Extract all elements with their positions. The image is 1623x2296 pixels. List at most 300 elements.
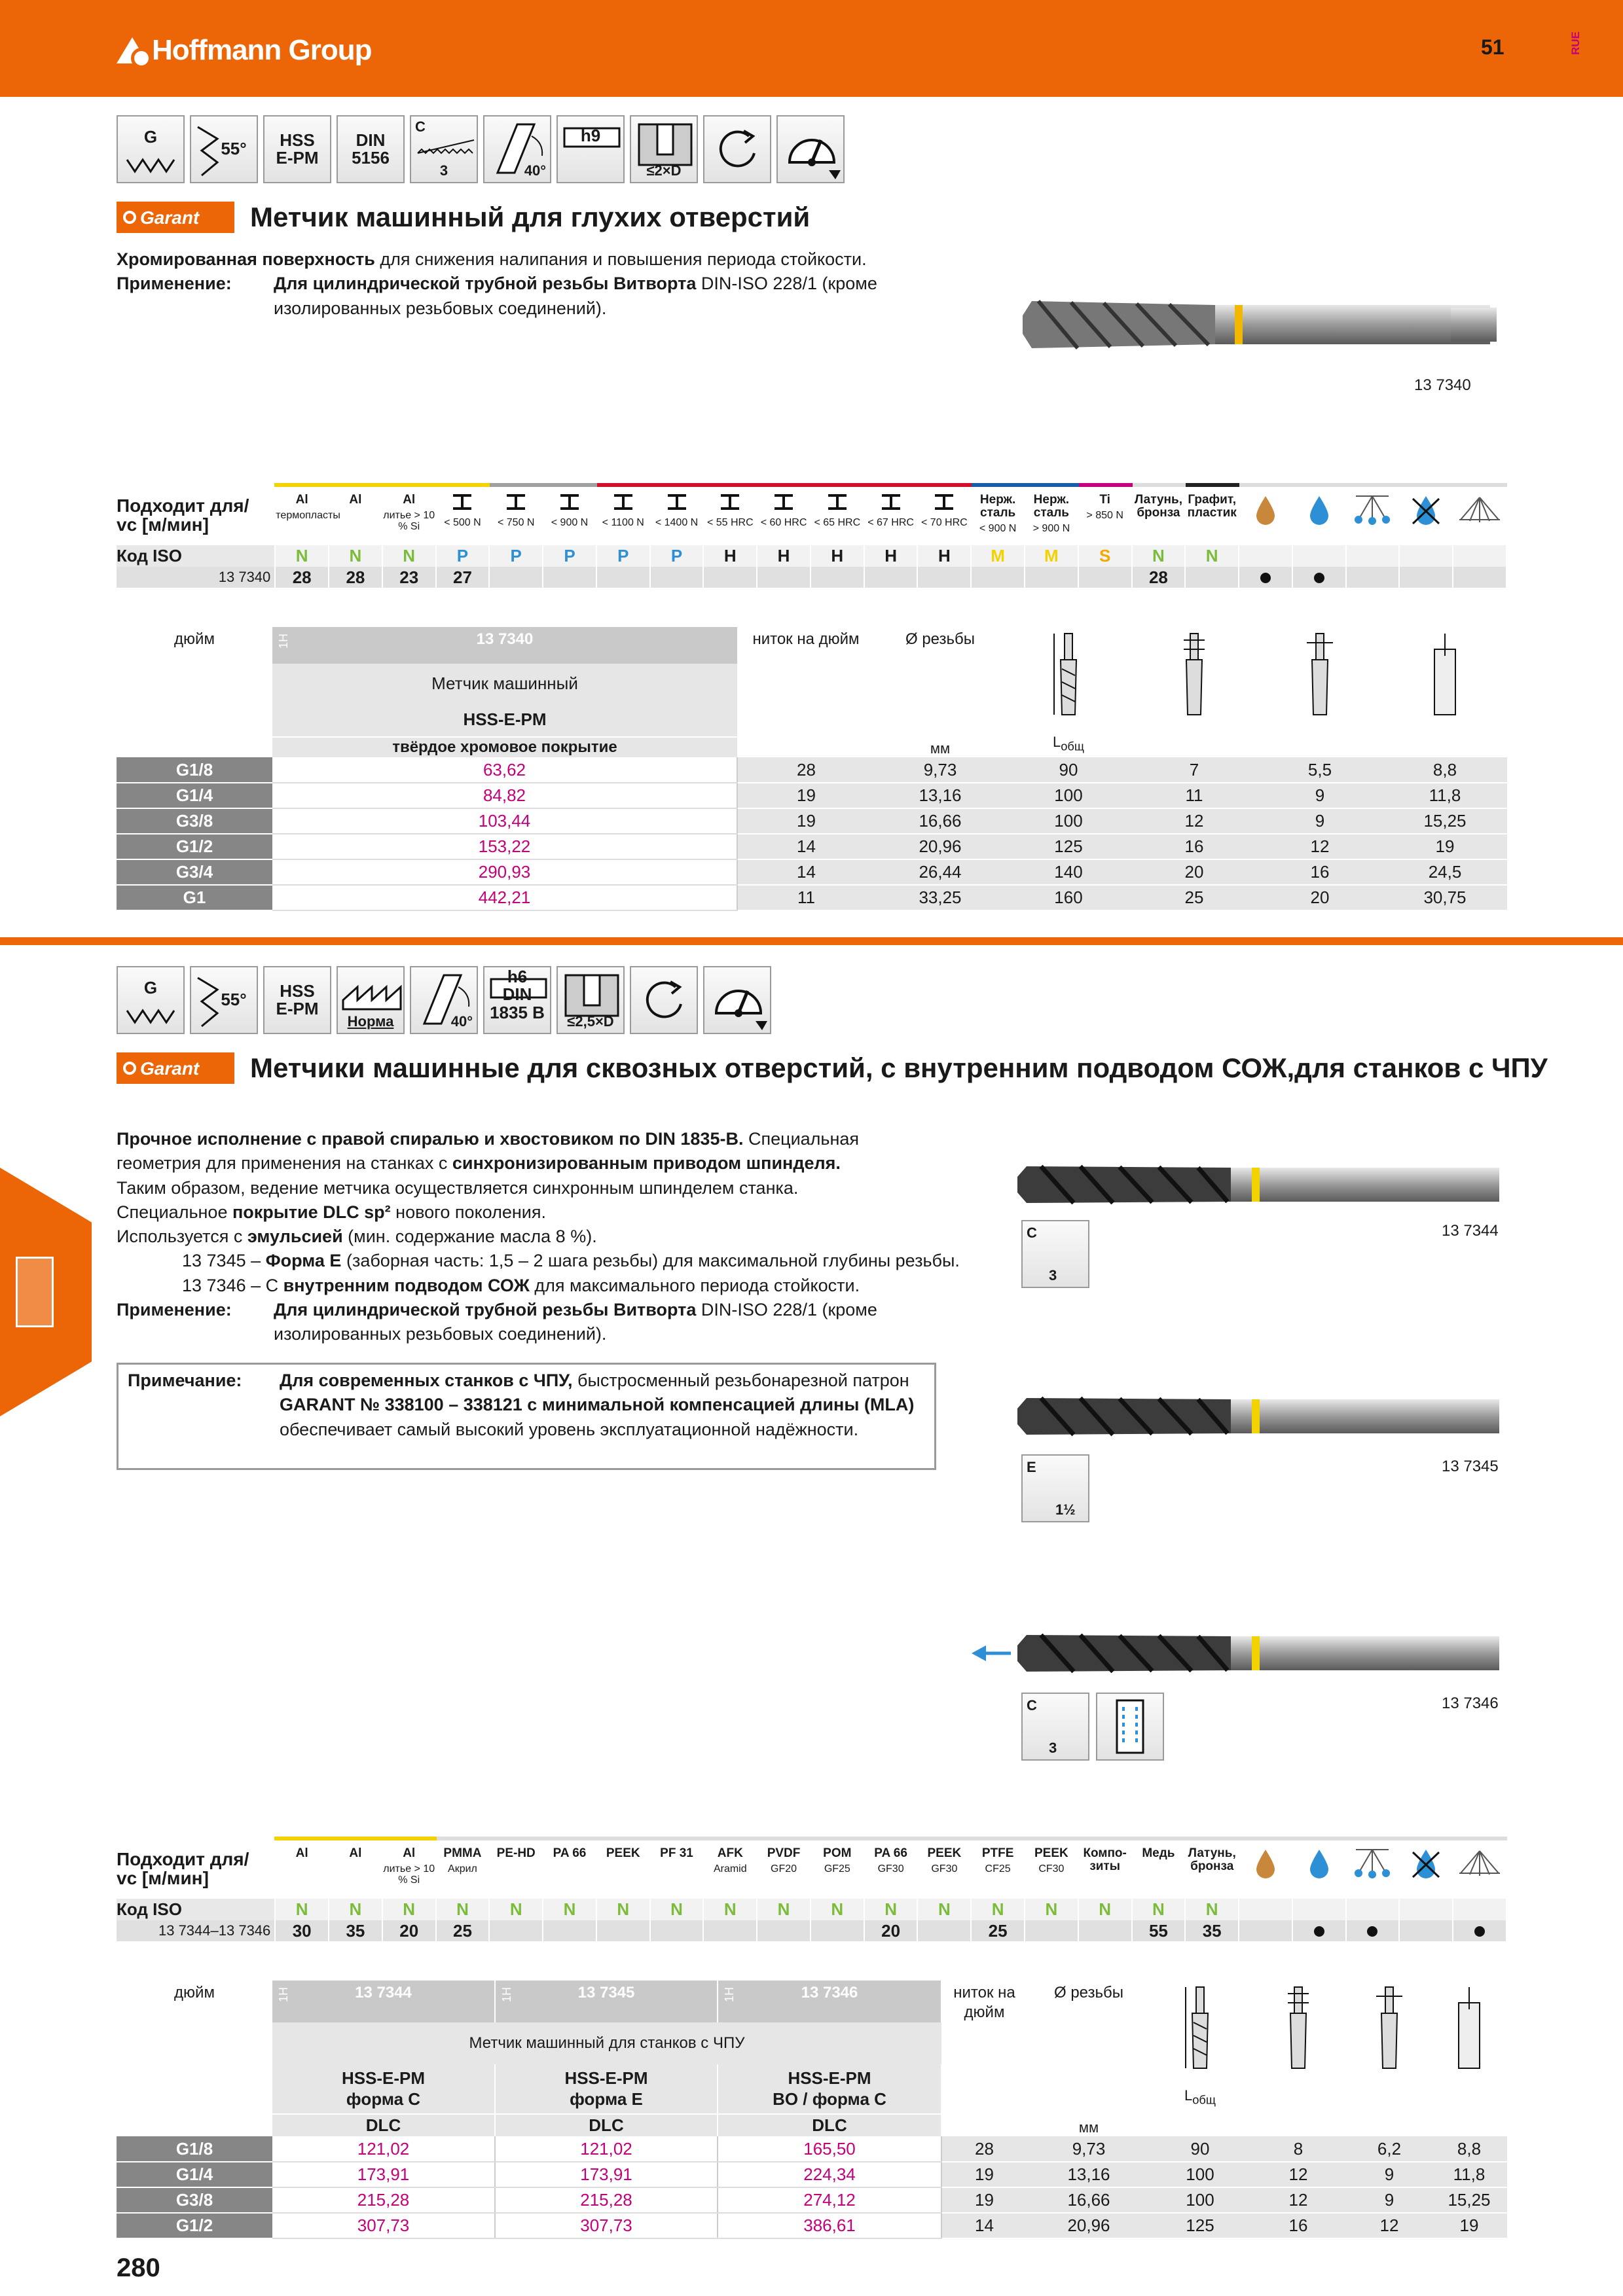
dim-c: 11,8 [1383,783,1507,808]
dim-d: 9,73 [875,757,1006,783]
cutting-speed [971,567,1025,588]
material-name: PMMA [443,1846,482,1860]
iso-code: N [1025,1899,1078,1920]
material-name: PTFE [981,1846,1014,1860]
product-coating: DLC [272,2114,495,2136]
section-page-number: 51 [1481,35,1504,59]
iso-code: N [650,1899,704,1920]
note-label: Примечание: [128,1371,242,1390]
material-col-b-19 [1292,1839,1346,1899]
iso-code [1346,1899,1400,1920]
thread-g-icon: G [117,115,185,183]
price[interactable]: 274,12 [718,2187,941,2213]
garant-logo-icon [123,211,136,224]
material-sub: < 900 N [551,516,589,528]
steel-profile-icon [880,493,902,511]
applicable-dot [1474,1926,1485,1937]
angle-55-icon: 55° [190,966,258,1034]
material-col-a-8 [703,485,757,545]
dim-b: 9 [1257,808,1383,834]
desc-line: геометрия для применения на станках с [117,1153,452,1174]
table-row[interactable] [117,757,1507,783]
product-material: HSS-E-PM [341,2068,426,2089]
note-text: быстросменный резьбонарезной патрон [572,1371,909,1390]
iso-code: N [436,1899,490,1920]
cutting-speed: 35 [329,1920,382,1942]
dim-l: 140 [1006,859,1131,885]
dim-l: 160 [1006,885,1131,910]
desc-line: для максимального периода стойкости. [529,1275,860,1295]
product-spec-2 [718,2064,941,2114]
garant-label: Garant [140,1058,200,1079]
unit-label: мм [930,740,951,757]
cutting-speed [703,567,757,588]
article-number: 13 7345 [577,1984,635,2001]
material-name: AFK [717,1846,743,1860]
iso-code [1292,545,1346,567]
iso-code: N [917,1899,971,1920]
material-name: Латунь, бронза [1134,493,1182,520]
material-sub: < 67 HRC [867,516,914,528]
material-name: PA 66 [553,1846,587,1860]
desc-line: 13 7346 – С [182,1275,283,1295]
product-coating: DLC [718,2114,941,2136]
product-material: HSS-E-PM [564,2068,648,2089]
iso-code: P [489,545,543,567]
product-material: HSS-E-PM [788,2068,871,2089]
language-code: RUE [1569,31,1582,55]
total-length-label: $L_{общ}$ [1052,734,1085,753]
thread-size: G1/4 [117,2162,272,2187]
price[interactable]: 215,28 [495,2187,718,2213]
iso-code: N [275,545,329,567]
cutting-speed [811,1920,864,1942]
material-name: Al [295,1846,308,1860]
garant-logo-icon [123,1062,136,1075]
material-col-a-10 [811,485,864,545]
material-name: Al [349,1846,362,1860]
mini-label: E [1027,1459,1036,1475]
inch-col-header: дюйм [174,1984,215,2001]
tpi-header: ниток на дюйм [953,1984,1015,2021]
image-caption-137345: 13 7345 [1442,1458,1499,1475]
article-header-1 [495,1981,718,2022]
dim-a: 20 [1131,859,1257,885]
cutting-speed: 55 [1132,1920,1186,1942]
cutting-speed [1078,1920,1132,1942]
image-caption-137340: 13 7340 [1414,376,1471,394]
material-sub: Акрил [448,1863,477,1874]
sketch-square [1252,1983,1345,2087]
application-bold: Для цилиндрической трубной резьбы Витворта [274,1299,697,1319]
material-name: Al [349,493,362,507]
material-col-b-0 [275,1839,329,1899]
material-col-b-16 [1132,1839,1186,1899]
material-name: Медь [1142,1846,1175,1860]
iso-code: H [917,545,971,567]
desc-line: (мин. содержание масла 8 %). [342,1227,597,1246]
angle-55-icon: 55° [190,115,258,183]
cutting-speed: 20 [382,1920,436,1942]
price[interactable]: 442,21 [272,885,737,910]
application-text: DIN-ISO 228/1 (кроме изолированных резьбовых соединений). [274,1299,877,1344]
table-row[interactable] [117,2213,1507,2238]
thread-size: G1/2 [117,834,272,859]
material-sub: литье > 10 % Si [383,1863,435,1886]
price[interactable]: 386,61 [718,2213,941,2238]
dim-c: 24,5 [1383,859,1507,885]
material-col-a-19 [1292,485,1346,545]
iso-code: N [757,1899,811,1920]
image-caption-137344: 13 7344 [1442,1222,1499,1240]
application-bold: Для цилиндрической трубной резьбы Витворта [274,274,697,294]
fits-for-label: Подходит для/ [117,495,249,516]
product-material: HSS-E-PM [272,703,737,737]
iso-code: N [703,1899,757,1920]
dim-d: 26,44 [875,859,1006,885]
dim-b: 12 [1257,834,1383,859]
material-col-a-6 [596,485,650,545]
iso-code: N [329,545,382,567]
cutting-speed [1453,567,1506,588]
material-sub: CF25 [985,1863,1011,1874]
dim-a: 11 [1131,783,1257,808]
tap-image-137340 [1019,275,1503,373]
material-col-a-21 [1399,485,1453,545]
price[interactable]: 103,44 [272,808,737,834]
material-sub: < 55 HRC [706,516,754,528]
air-icon [1457,1847,1503,1880]
iso-code: M [971,545,1025,567]
dim-d: 16,66 [875,808,1006,834]
dim-b: 16 [1257,859,1383,885]
material-header [117,485,275,545]
dim-b: 9 [1257,783,1383,808]
cutting-speed [1239,567,1292,588]
table-row[interactable] [117,2187,1507,2213]
price[interactable]: 165,50 [718,2136,941,2162]
material-col-a-9 [757,485,811,545]
iso-code: S [1078,545,1132,567]
dim-b: 6,2 [1347,2136,1431,2162]
article-number: 13 7344 [355,1984,412,2001]
iso-code: N [489,1899,543,1920]
iso-code [1292,1899,1346,1920]
dim-l: 100 [1151,2162,1249,2187]
material-name: Графит, пластик [1187,493,1237,520]
thread-size: G1/8 [117,2136,272,2162]
hoffmann-logo[interactable] [117,30,372,69]
steel-profile-icon [451,493,473,511]
material-col-b-11 [864,1839,918,1899]
article-header [272,627,737,664]
cutting-speed [811,567,864,588]
price[interactable]: 224,34 [718,2162,941,2187]
tpi-header: ниток на дюйм [752,630,860,648]
steel-profile-icon [558,493,581,511]
material-col-a-12 [917,485,971,545]
iso-code: N [382,1899,436,1920]
cutting-speed [917,1920,971,1942]
iso-code: P [543,545,596,567]
iso-code: P [650,545,704,567]
cutting-speed [543,1920,596,1942]
mist-icon [1349,1847,1395,1880]
cutting-speed [650,1920,704,1942]
cutting-speed [650,567,704,588]
iso-code: N [971,1899,1025,1920]
price[interactable]: 153,22 [272,834,737,859]
price[interactable]: 173,91 [495,2162,718,2187]
dim-a: 12 [1249,2187,1347,2213]
material-hss-icon: HSS E-PM [263,115,331,183]
thread-size: G3/4 [117,859,272,885]
cutting-speed [1185,567,1239,588]
iso-code-label: Код ISO [117,1899,275,1920]
feature-icons-2 [117,966,771,1034]
price-table-1 [117,627,1507,911]
dim-b: 9 [1347,2162,1431,2187]
price[interactable]: 63,62 [272,757,737,783]
dim-tpi: 19 [941,2162,1027,2187]
image-caption-137346: 13 7346 [1442,1695,1499,1712]
dim-a: 7 [1131,757,1257,783]
thread-size: G3/8 [117,2187,272,2213]
desc-line: Форма E [265,1251,342,1271]
material-hss-icon: HSS E-PM [263,966,331,1034]
material-col-b-15 [1078,1839,1132,1899]
dim-d: 16,66 [1027,2187,1151,2213]
article-number: 13 7346 [801,1984,858,2001]
steel-profile-icon [505,493,527,511]
material-name: POM [823,1846,852,1860]
desc-line: Используется с [117,1227,247,1246]
cutting-speed [1078,567,1132,588]
dry-icon [1406,493,1446,526]
steel-profile-icon [612,493,634,511]
material-sub: < 60 HRC [760,516,807,528]
product-form: BO / форма C [773,2089,886,2109]
total-length-label: $L_{общ}$ [1184,2087,1216,2107]
garant-label: Garant [140,207,200,228]
price[interactable]: 290,93 [272,859,737,885]
cutting-speed [596,567,650,588]
materials-table-2 [117,1837,1507,1941]
cutting-speed [1292,567,1346,588]
iso-code: H [864,545,918,567]
thread-size: G1/2 [117,2213,272,2238]
steel-profile-icon [773,493,795,511]
material-col-b-21 [1399,1839,1453,1899]
table-row[interactable] [117,859,1507,885]
note-box [117,1363,936,1470]
dim-l: 125 [1151,2213,1249,2238]
dim-b: 12 [1347,2213,1431,2238]
dim-a: 12 [1249,2162,1347,2187]
material-col-b-5 [543,1839,596,1899]
emulsion-icon [1306,493,1332,526]
sketch-hole [1434,1983,1504,2087]
material-col-a-16 [1132,485,1186,545]
material-sub: < 900 N [979,522,1017,534]
material-col-b-9 [757,1839,811,1899]
cutting-speed [917,567,971,588]
oil-icon [1252,493,1279,526]
thread-g-icon: G [117,966,185,1034]
dim-a: 12 [1131,808,1257,834]
price[interactable]: 307,73 [495,2213,718,2238]
price[interactable]: 173,91 [272,2162,495,2187]
cutting-speed: 25 [436,1920,490,1942]
thread-size: G1/4 [117,783,272,808]
tap-image-137344 [1015,1152,1512,1217]
iso-code: N [1132,1899,1186,1920]
dim-d: 13,16 [1027,2162,1151,2187]
tolerance-class: 1H [500,1987,513,2003]
material-sub: > 850 N [1086,509,1123,521]
material-col-b-6 [596,1839,650,1899]
material-sub: GF25 [824,1863,850,1874]
product-desc: Метчик машинный [272,664,737,703]
dim-a: 16 [1131,834,1257,859]
desc-line: внутренним подводом СОЖ [283,1275,530,1295]
depth-25xd-icon: ≤2,5×D [556,966,625,1034]
price[interactable]: 215,28 [272,2187,495,2213]
feature-icons [117,115,845,183]
material-name: Нерж. сталь [979,493,1016,520]
dim-tpi: 11 [737,885,875,910]
table-row[interactable] [117,2162,1507,2187]
desc-line: Прочное исполнение с правой спиралью и хвостовиком по DIN 1835-B. [117,1129,744,1149]
dim-tpi: 28 [941,2136,1027,2162]
material-col-b-8 [703,1839,757,1899]
iso-code: P [596,545,650,567]
mist-icon [1349,493,1395,526]
material-name: Al [295,493,308,507]
dim-d: 20,96 [875,834,1006,859]
table-row[interactable] [117,834,1507,859]
table-row[interactable] [117,2136,1507,2162]
dim-d: 9,73 [1027,2136,1151,2162]
iso-code: N [596,1899,650,1920]
vc-label: vc [м/мин] [117,514,209,535]
article-header-0 [272,1981,495,2022]
cutting-speed: 28 [1132,567,1186,588]
mini-label: C [1027,1225,1037,1241]
cutting-speed: 23 [382,567,436,588]
article-header-2 [718,1981,941,2022]
iso-code: N [1132,545,1186,567]
product-title-bar-2 [117,1051,1548,1086]
price[interactable]: 121,02 [495,2136,718,2162]
desc-line: синхронизированным приводом шпинделя. [452,1153,841,1174]
material-col-a-5 [543,485,596,545]
product-form: форма E [570,2089,643,2109]
dim-l: 90 [1006,757,1131,783]
iso-code: M [1025,545,1078,567]
product-title-bar [117,200,810,235]
thread-diameter-header: Ø резьбы [1053,1984,1123,2001]
dim-l: 90 [1151,2136,1249,2162]
desc-line: (заборная часть: 1,5 – 2 шага резьбы) для максимальной глубины резьбы. [341,1251,960,1271]
price[interactable]: 84,82 [272,783,737,808]
material-col-a-0 [275,485,340,545]
sketch-total-length [1154,1983,1247,2108]
material-col-a-13 [971,485,1025,545]
price-table-2 [117,1981,1507,2239]
material-col-b-4 [489,1839,543,1899]
dim-c: 8,8 [1431,2136,1507,2162]
desc-bold: Хромированная поверхность [117,249,375,269]
sketch-square [1134,630,1254,733]
iso-code: N [864,1899,918,1920]
price[interactable]: 307,73 [272,2213,495,2238]
material-col-a-15 [1078,485,1132,545]
materials-table-1 [117,483,1507,588]
table-row[interactable] [117,885,1507,910]
dim-d: 33,25 [875,885,1006,910]
material-col-a-20 [1346,485,1400,545]
iso-code [1399,1899,1453,1920]
iso-code [1453,1899,1506,1920]
product-coating: DLC [495,2114,718,2136]
material-sub: < 1100 N [602,516,644,528]
material-sub: Aramid [713,1863,747,1874]
cutting-speed: 27 [436,567,490,588]
norm-icon: Норма [337,966,405,1034]
iso-code: N [543,1899,596,1920]
cutting-speed: 35 [1185,1920,1239,1942]
table-row[interactable] [117,808,1507,834]
mini-label: C [1027,1697,1037,1713]
dim-a: 16 [1249,2213,1347,2238]
total-length-sub: общ [1192,2092,1216,2107]
cutting-speed [1346,567,1400,588]
dim-tpi: 19 [737,808,875,834]
fits-for-label: Подходит для/ [117,1848,249,1869]
dim-l: 100 [1151,2187,1249,2213]
tolerance-class: 1H [277,1987,290,2003]
material-sub: GF30 [877,1863,904,1874]
helix-40-icon: 40° [483,115,551,183]
material-col-a-2 [382,485,436,545]
dim-tpi: 14 [737,859,875,885]
chamfer-c-icon: C 3 [410,115,478,183]
sketch-hole [1385,630,1504,733]
product-desc: Метчик машинный для станков с ЧПУ [272,2022,941,2064]
material-sub: CF30 [1038,1863,1065,1874]
applicable-dot [1314,573,1324,583]
material-sub: GF20 [771,1863,797,1874]
cutting-speed [489,567,543,588]
material-sub: < 65 HRC [814,516,861,528]
side-tab[interactable] [0,1168,92,1416]
material-col-b-12 [917,1839,971,1899]
material-name: Al [403,493,416,507]
dim-d: 20,96 [1027,2213,1151,2238]
iso-code: N [1078,1899,1132,1920]
table-row[interactable] [117,783,1507,808]
garant-tag [117,202,234,233]
material-name: PEEK [1034,1846,1068,1860]
cutting-speed [1292,1920,1346,1942]
sketch-total-length [1008,630,1129,754]
price[interactable]: 121,02 [272,2136,495,2162]
material-name: Ti [1099,493,1110,507]
application-text: DIN-ISO 228/1 (кроме изолированных резьбовых соединений). [274,274,877,318]
cutting-speed [703,1920,757,1942]
material-col-b-22 [1453,1839,1506,1899]
